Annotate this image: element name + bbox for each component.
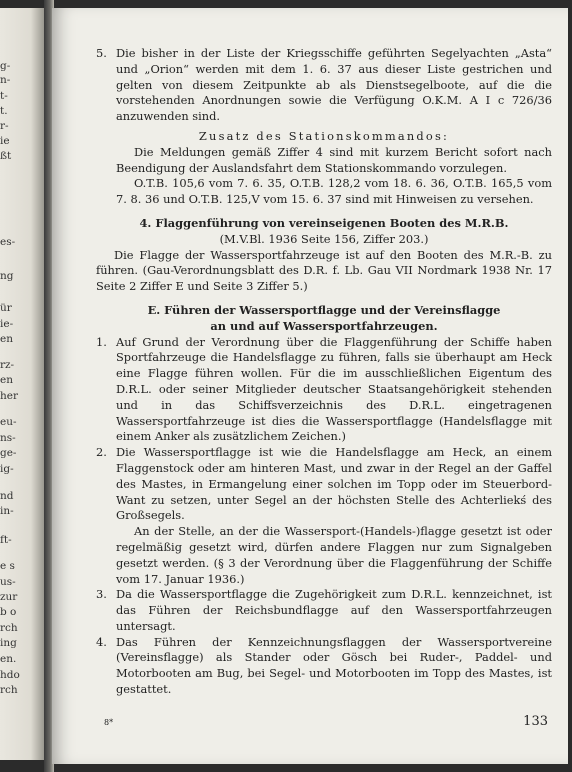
- left-page-fragment: ng: [0, 270, 14, 282]
- section-e-item-3: [96, 587, 552, 634]
- left-page-fragment: ing: [0, 637, 17, 649]
- item-text: Auf Grund der Verordnung über die Flaggenführung der Schiffe haben Sportfahrzeuge die Handelsflagge zu führen, falls sie überhaupt am Heck eine Flagge führen wollen. Für die im ausschließlichen Eigentum des D.R.L. oder seiner Mitglieder deutscher Staatsangehörigkeit stehenden und in das Schiffsverzeichnis des D.R.L. eingetragenen Wassersportfahrzeuge ist dies die Wassersportflagge (Handelsflagge mit einem Anker als zusätzlichem Zeichen.): [116, 334, 552, 444]
- left-page-fragment: in-: [0, 505, 14, 517]
- left-page-fragment: ft-: [0, 534, 12, 546]
- left-page-fragment: r-: [0, 120, 9, 132]
- section-e-item-2-continuation: An der Stelle, an der die Wassersport-(Handels-)flagge gesetzt ist oder regelmäßig gesetzt wird, dürfen andere Flaggen nur zum Signalgeben gesetzt werden. (§ 3 der Verordnung über die Flaggenführung der Schiffe vom 17. Januar 1936.): [116, 524, 552, 586]
- section-e-heading-line1: E. Führen der Wassersportflagge und der Vereinsflagge: [147, 302, 501, 317]
- item-number: 5.: [96, 46, 107, 60]
- item-text: Da die Wassersportflagge die Zugehörigkeit zum D.R.L. kennzeichnet, ist das Führen der Reichsbundflagge auf den Wassersportfahrzeugen untersagt.: [116, 587, 552, 633]
- section-4-body: Die Flagge der Wassersportfahrzeuge ist auf den Booten des M.R.-B. zu führen. (Gau-Verordnungsblatt des D.R. f. Lb. Gau VII Nordmark 1938 Nr. 17 Seite 2 Ziffer E und Seite 3 Ziffer 5.): [96, 247, 552, 294]
- left-page-fragment: n-: [0, 74, 11, 86]
- left-page-fragment: en: [0, 374, 13, 386]
- left-page-fragment: t.: [0, 105, 8, 117]
- zusatz-paragraph-1: Die Meldungen gemäß Ziffer 4 sind mit kurzem Bericht sofort nach Beendigung der Auslandsfahrt dem Stationskommando vorzulegen.: [116, 144, 552, 175]
- left-page-fragment: ns-: [0, 432, 16, 444]
- item-number: 3.: [96, 587, 107, 602]
- item-text: Das Führen der Kennzeichnungsflaggen der Wassersportvereine (Vereinsflagge) als Stander oder Gösch bei Ruder-, Paddel- und Motorbooten am Bug, bei Segel- und Motorbooten im Topp des Mastes, ist gestattet.: [116, 634, 552, 697]
- section-e-heading-line2: an und auf Wassersportfahrzeugen.: [210, 318, 438, 333]
- left-page-fragment: ie-: [0, 318, 14, 330]
- item-number: 2.: [96, 445, 107, 460]
- left-page-fragment: e s: [0, 560, 15, 572]
- section-e-item-2: [96, 445, 552, 524]
- right-page: [52, 8, 568, 764]
- item-5: [96, 46, 552, 125]
- left-page-fragment: us-: [0, 576, 16, 588]
- left-page-fragment: en.: [0, 653, 17, 665]
- left-page-fragment: rch: [0, 684, 18, 696]
- left-page-edge: [0, 8, 44, 760]
- left-page-fragment: b o: [0, 606, 17, 618]
- left-page-fragment: es-: [0, 236, 16, 248]
- item-text: Die bisher in der Liste der Kriegsschiffe geführten Segelyachten „Asta“ und „Orion“ werden mit dem 1. 6. 37 aus dieser Liste gestrichen und gelten von diesem Zeitpunkte ab als Dienstsegelboote, auf die die vorstehenden Anordnungen sowie die Verfügung O.K.M. A I c 726/36 anzuwenden sind.: [116, 46, 552, 124]
- page-footer: [96, 714, 552, 734]
- item-text: Die Wassersportflagge ist wie die Handelsflagge am Heck, an einem Flaggenstock oder am hinteren Mast, und zwar in der Regel an der Gaffel des Mastes, in Ermangelung einer solchen im Topp oder im Steuerbord-Want zu setzen, unter Segel an der höchsten Stelle des Achterliekś des Großsegels.: [116, 445, 552, 523]
- left-page-fragment: eu-: [0, 416, 17, 428]
- left-page-fragment: nd: [0, 490, 14, 502]
- section-e-item-4: [96, 635, 552, 698]
- item-number: 4.: [96, 634, 107, 649]
- zusatz-heading: Zusatz des Stationskommandos:: [198, 128, 450, 143]
- left-page-fragment: ge-: [0, 447, 17, 459]
- section-4-source: (M.V.Bl. 1936 Seite 156, Ziffer 203.): [219, 231, 429, 246]
- section-4-heading: 4. Flaggenführung von vereinseigenen Booten des M.R.B.: [139, 215, 509, 230]
- left-page-fragment: rz-: [0, 359, 15, 371]
- section-e-item-1: [96, 335, 552, 446]
- left-page-fragment: hdo: [0, 669, 20, 681]
- left-page-fragment: t-: [0, 90, 8, 102]
- left-page-fragment: ßt: [0, 150, 12, 162]
- left-page-fragment: rch: [0, 622, 18, 634]
- page-text: [96, 46, 552, 698]
- left-page-fragment: ür: [0, 302, 12, 314]
- page-number: 133: [523, 714, 548, 729]
- item-number: 1.: [96, 334, 107, 349]
- signature-mark: 8*: [104, 718, 114, 727]
- left-page-fragment: zur: [0, 591, 18, 603]
- left-page-fragment: g-: [0, 60, 11, 72]
- zusatz-paragraph-2: O.T.B. 105,6 vom 7. 6. 35, O.T.B. 128,2 vom 18. 6. 36, O.T.B. 165,5 vom 7. 8. 36 und O.T.B. 125,V vom 15. 6. 37 sind mit Hinweisen zu versehen.: [116, 176, 552, 207]
- left-page-fragment: ig-: [0, 463, 14, 475]
- left-page-fragment: en: [0, 333, 13, 345]
- left-page-fragment: her: [0, 390, 18, 402]
- left-page-fragment: ie: [0, 135, 10, 147]
